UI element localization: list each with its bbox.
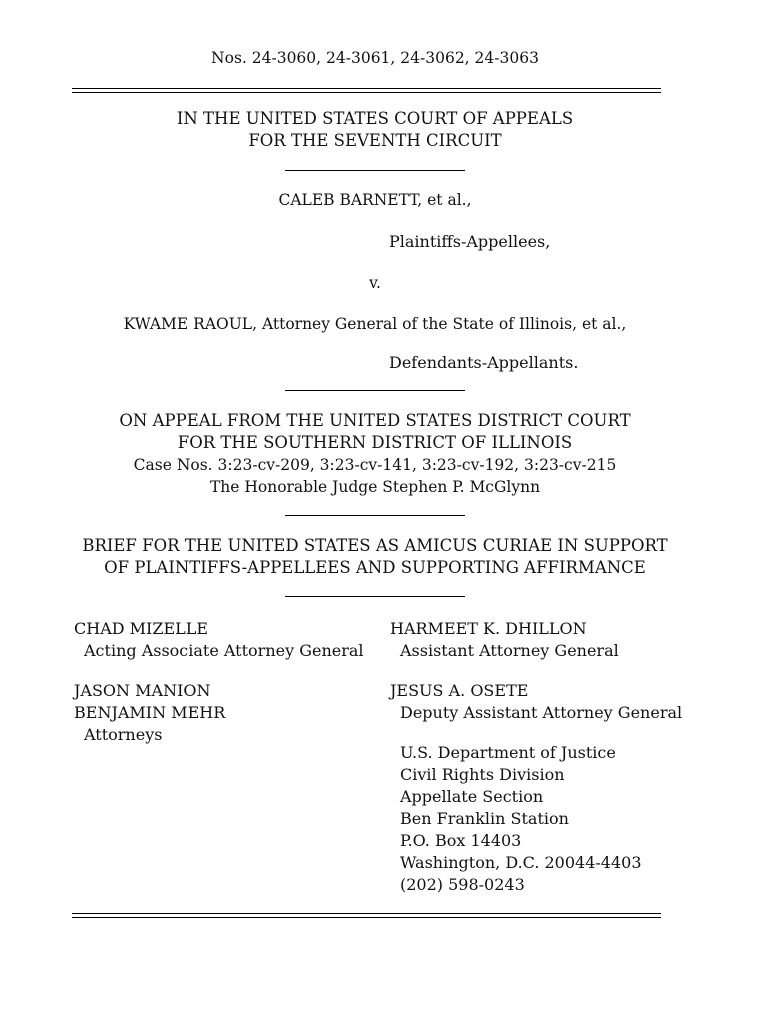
- defendant-name: KWAME RAOUL, Attorney General of the State of Illinois, et al.,: [123, 315, 627, 333]
- divider-rule: [285, 596, 465, 597]
- plaintiff-role: Plaintiffs-Appellees,: [389, 232, 551, 251]
- counsel-name: JASON MANION: [74, 681, 211, 700]
- counsel-name: CHAD MIZELLE: [74, 619, 209, 638]
- phone-number: (202) 598-0243: [400, 875, 525, 894]
- counsel-name: JESUS A. OSETE: [390, 681, 529, 700]
- address-line: Appellate Section: [400, 787, 544, 806]
- plaintiff-name: CALEB BARNETT, et al.,: [278, 191, 472, 209]
- judge-name: The Honorable Judge Stephen P. McGlynn: [209, 478, 541, 496]
- counsel-name: HARMEET K. DHILLON: [390, 619, 587, 638]
- divider-rule: [285, 170, 465, 171]
- defendant-role: Defendants-Appellants.: [389, 353, 579, 372]
- divider-rule: [285, 390, 465, 391]
- counsel-title: Assistant Attorney General: [400, 641, 619, 660]
- address-line: Washington, D.C. 20044-4403: [400, 853, 642, 872]
- brief-title-line1: BRIEF FOR THE UNITED STATES AS AMICUS CURIAE IN SUPPORT: [82, 536, 668, 555]
- court-name-line1: IN THE UNITED STATES COURT OF APPEALS: [176, 109, 574, 128]
- counsel-name: BENJAMIN MEHR: [74, 703, 226, 722]
- top-double-rule: [72, 88, 661, 93]
- counsel-title: Attorneys: [84, 725, 163, 744]
- address-line: Ben Franklin Station: [400, 809, 569, 828]
- case-numbers: Case Nos. 3:23-cv-209, 3:23-cv-141, 3:23-cv-192, 3:23-cv-215: [133, 456, 617, 474]
- address-line: Civil Rights Division: [400, 765, 565, 784]
- appeal-line2: FOR THE SOUTHERN DISTRICT OF ILLINOIS: [177, 433, 573, 452]
- versus: v.: [369, 274, 381, 292]
- bottom-double-rule: [72, 913, 661, 918]
- divider-rule: [285, 515, 465, 516]
- appeal-line1: ON APPEAL FROM THE UNITED STATES DISTRICT COURT: [119, 411, 631, 430]
- docket-numbers: Nos. 24-3060, 24-3061, 24-3062, 24-3063: [211, 49, 539, 67]
- counsel-title: Acting Associate Attorney General: [84, 641, 364, 660]
- address-line: U.S. Department of Justice: [400, 743, 616, 762]
- address-line: P.O. Box 14403: [400, 831, 522, 850]
- court-name-line2: FOR THE SEVENTH CIRCUIT: [248, 131, 502, 150]
- counsel-title: Deputy Assistant Attorney General: [400, 703, 683, 722]
- brief-title-line2: OF PLAINTIFFS-APPELLEES AND SUPPORTING AFFIRMANCE: [104, 558, 646, 577]
